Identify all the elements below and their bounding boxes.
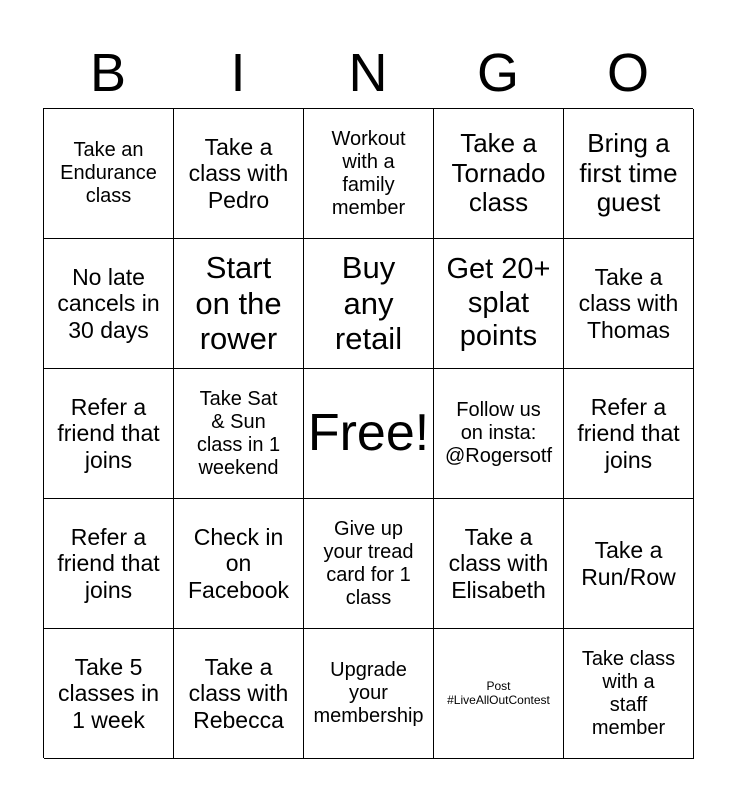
bingo-cell-22[interactable] bbox=[174, 629, 304, 759]
bingo-cell-4[interactable] bbox=[434, 109, 564, 239]
bingo-cell-label: Take a Tornado class bbox=[451, 127, 546, 218]
bingo-cell-label: Get 20+ splat points bbox=[446, 253, 551, 353]
bingo-cell-label: Check in on Facebook bbox=[187, 523, 289, 603]
bingo-cell-25[interactable] bbox=[564, 629, 694, 759]
bingo-cell-19[interactable] bbox=[434, 499, 564, 629]
bingo-cell-label: Refer a friend that joins bbox=[57, 523, 160, 603]
bingo-cell-23[interactable] bbox=[304, 629, 434, 759]
bingo-cell-label: Take a class with Pedro bbox=[188, 133, 289, 213]
bingo-cell-label: Take a class with Rebecca bbox=[188, 653, 289, 733]
bingo-cell-label: Follow us on insta: @Rogersotf bbox=[444, 399, 552, 467]
bingo-cell-20[interactable] bbox=[564, 499, 694, 629]
bingo-cell-16[interactable] bbox=[44, 499, 174, 629]
bingo-cell-label: No late cancels in 30 days bbox=[57, 263, 160, 343]
header-letter-o: O bbox=[606, 43, 649, 103]
bingo-cell-label: Take an Endurance class bbox=[60, 139, 157, 207]
bingo-cell-label: Post #LiveAllOutContest bbox=[447, 678, 550, 707]
bingo-cell-label: Take a Run/Row bbox=[581, 537, 676, 590]
header-letter-n: N bbox=[348, 43, 388, 103]
bingo-cell-label: Refer a friend that joins bbox=[577, 393, 680, 473]
bingo-cell-label: Refer a friend that joins bbox=[57, 393, 160, 473]
bingo-cell-9[interactable] bbox=[434, 239, 564, 369]
bingo-cell-label: Give up your tread card for 1 class bbox=[323, 517, 414, 609]
bingo-cell-18[interactable] bbox=[304, 499, 434, 629]
bingo-cell-11[interactable] bbox=[44, 369, 174, 499]
bingo-cell-15[interactable] bbox=[564, 369, 694, 499]
bingo-cell-6[interactable] bbox=[44, 239, 174, 369]
bingo-board bbox=[43, 108, 693, 758]
bingo-cell-10[interactable] bbox=[564, 239, 694, 369]
header-letter-b: B bbox=[89, 43, 127, 103]
bingo-cell-label: Bring a first time guest bbox=[579, 127, 678, 218]
bingo-cell-24[interactable] bbox=[434, 629, 564, 759]
bingo-cell-label: Take a class with Elisabeth bbox=[448, 523, 549, 603]
free-space-label: Free! bbox=[307, 403, 430, 462]
bingo-cell-8[interactable] bbox=[304, 239, 434, 369]
bingo-cell-3[interactable] bbox=[304, 109, 434, 239]
header-letter-g: G bbox=[476, 43, 519, 103]
bingo-cell-14[interactable] bbox=[434, 369, 564, 499]
bingo-cell-2[interactable] bbox=[174, 109, 304, 239]
bingo-cell-17[interactable] bbox=[174, 499, 304, 629]
bingo-cell-label: Workout with a family member bbox=[331, 127, 406, 219]
header-letter-i: I bbox=[230, 43, 246, 103]
bingo-cell-label: Buy any retail bbox=[334, 250, 403, 357]
bingo-cell-7[interactable] bbox=[174, 239, 304, 369]
bingo-cell-label: Take class with a staff member bbox=[581, 647, 676, 739]
bingo-cell-5[interactable] bbox=[564, 109, 694, 239]
bingo-cell-label: Take Sat & Sun class in 1 weekend bbox=[196, 387, 281, 479]
bingo-cell-label: Upgrade your membership bbox=[313, 659, 424, 727]
bingo-cell-label: Start on the rower bbox=[195, 250, 282, 357]
bingo-cell-label: Take a class with Thomas bbox=[578, 263, 679, 343]
bingo-cell-21[interactable] bbox=[44, 629, 174, 759]
bingo-cell-1[interactable] bbox=[44, 109, 174, 239]
bingo-cell-label: Take 5 classes in 1 week bbox=[58, 653, 159, 733]
bingo-header bbox=[43, 42, 693, 104]
bingo-cell-12[interactable] bbox=[174, 369, 304, 499]
bingo-free-cell[interactable] bbox=[304, 369, 434, 499]
